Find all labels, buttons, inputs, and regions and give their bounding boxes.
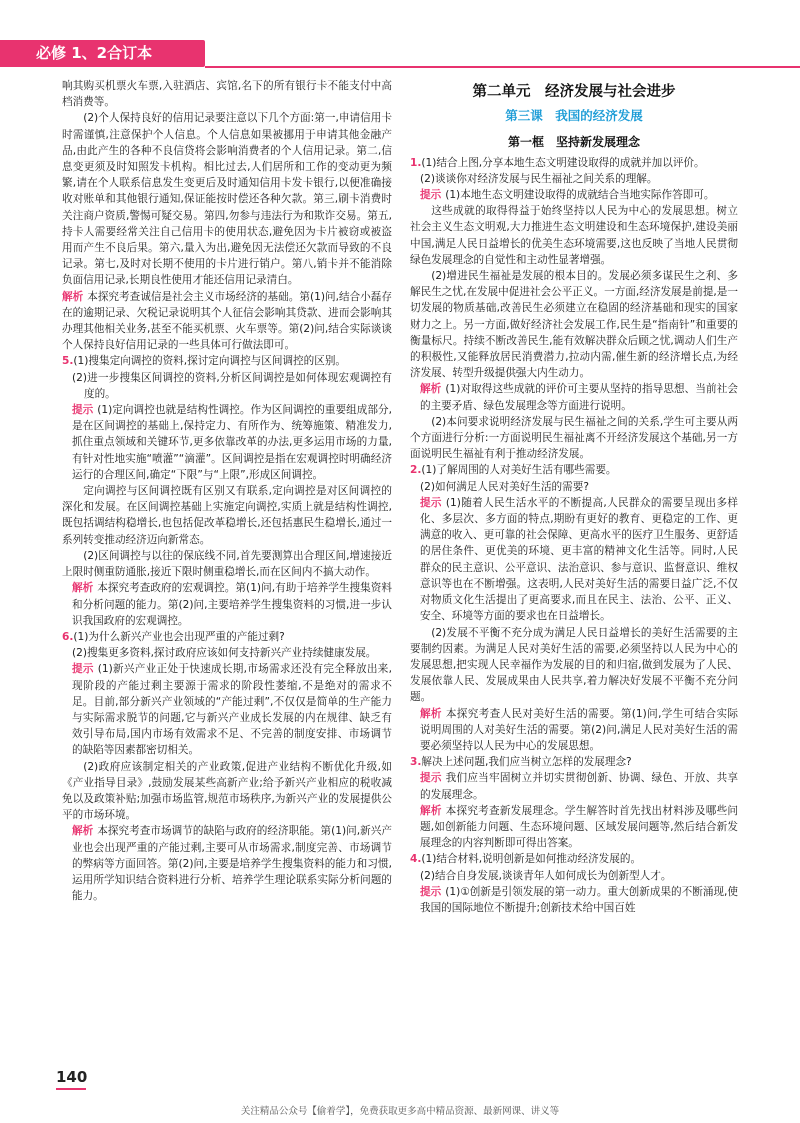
question-1-paragraph-2: 这些成就的取得得益于始终坚持以人民为中心的发展思想。树立社会主义生态文明观,大力推进生态文明建设和生态环境保护,建设美丽中国,满足人民日益增长的优美生态环境需要,这也反映了当地人民贯彻绿色发展理念的自觉性和主动性显著增强。 bbox=[410, 205, 738, 266]
question-1-analysis bbox=[410, 381, 738, 413]
tip-label: 提示 bbox=[72, 663, 94, 676]
header-tab bbox=[0, 40, 205, 67]
tip-text: (1)本地生态文明建设取得的成就结合当地实际作答即可。 bbox=[445, 189, 715, 202]
question-1-part-2: (2)谈谈你对经济发展与民生福祉之间关系的理解。 bbox=[420, 172, 658, 185]
question-1-tip bbox=[410, 187, 738, 203]
question-4-tip bbox=[410, 884, 738, 916]
unit-title: 第二单元 经济发展与社会进步 bbox=[472, 84, 676, 100]
lesson-title: 第三课 我国的经济发展 bbox=[505, 108, 643, 124]
left-analysis-1 bbox=[62, 289, 392, 354]
question-6-part-2: (2)搜集更多资料,探讨政府应该如何支持新兴产业持续健康发展。 bbox=[72, 647, 377, 660]
left-paragraph-2: (2)个人保持良好的信用记录要注意以下几个方面:第一,申请信用卡时需谨慎,注意保护个人信息。个人信息如果被挪用于申请其他金融产品,由此产生的各种不良信贷将会影响消费者的个人信用记录。第二,信息变更须及时知照发卡机构。相比过去,人们居所和工作的变动更为频繁,请在个人联系信息发生变更后及时通知信用卡发卡银行,以便准确接收对账单和其他银行通知,保证能按时偿还各种欠款。第三,刷卡消费时关注商户资质,警惕可疑交易。第四,勿参与违法行为和欺诈交易。第五,持卡人需要经常关注自己信用卡的使用状态,避免因为卡片被窃或被盗用而产生不良后果。第六,量入为出,避免因无法偿还欠款而导致的不良记录。第七,及时对长期不使用的卡片进行销户。第八,销卡并不能消除负面信用记录,长期良性使用才能还信用记录清白。 bbox=[62, 112, 392, 287]
question-5-paragraph-3: (2)区间调控与以往的保底线不同,首先要测算出合理区间,增速接近上限时侧重防通胀,接近下限时侧重稳增长,而在区间内不搞大动作。 bbox=[62, 549, 392, 579]
tip-text: (1)新兴产业正处于快速成长期,市场需求还没有完全释放出来,现阶段的产能过剩主要源于需求的阶段性萎缩,不是绝对的需求不足。目前,部分新兴产业领域的“产能过剩”,不仅仅是简单的生产能力与实际需求脱节的问题,它与新兴产业成长发展的内在规律、缺乏有效引导布局,国内市场有效需求不足、不完善的制度安排、市场调节的缺陷等因素都密切相关。 bbox=[72, 663, 392, 757]
analysis-text: 本探究考查政府的宏观调控。第(1)问,有助于培养学生搜集资料和分析问题的能力。第(2)问,主要培养学生搜集资料的习惯,进一步认识我国政府的宏观调控。 bbox=[72, 582, 393, 627]
question-text: (1)结合上图,分享本地生态文明建设取得的成就并加以评价。 bbox=[421, 156, 705, 169]
analysis-label: 解析 bbox=[72, 825, 94, 838]
analysis-label: 解析 bbox=[72, 582, 94, 595]
question-number: 4. bbox=[410, 853, 422, 866]
question-2-analysis bbox=[410, 706, 738, 755]
question-5-analysis bbox=[62, 580, 392, 629]
question-text: 解决上述问题,我们应当树立怎样的发展理念? bbox=[421, 756, 632, 769]
right-column bbox=[410, 78, 738, 916]
analysis-label: 解析 bbox=[420, 804, 442, 817]
analysis-label: 解析 bbox=[62, 290, 84, 303]
question-5-paragraph-2: 定向调控与区间调控既有区别又有联系,定向调控是对区间调控的深化和发展。在区间调控基础上实施定向调控,实质上就是结构性调控,既包括调结构稳增长,也包括促改革稳增长,还包括惠民生稳增长,通过一系列转变推动经济迈向新常态。 bbox=[62, 485, 392, 546]
question-4-part-2: (2)结合自身发展,谈谈青年人如何成长为创新型人才。 bbox=[420, 869, 672, 882]
question-2-tip bbox=[410, 495, 738, 625]
question-6-paragraph-2: (2)政府应该制定相关的产业政策,促进产业结构不断优化升级,如《产业指导目录》,鼓励发展某些高新产业;给予新兴产业相应的税收减免以及政策补贴;加强市场监管,规范市场秩序,为新兴产业的发展提供公平的市场环境。 bbox=[62, 760, 392, 822]
question-text: (1)了解周围的人对美好生活有哪些需要。 bbox=[421, 464, 617, 477]
analysis-text: 本探究考查人民对美好生活的需要。第(1)问,学生可结合实际说明周围的人对美好生活的需要。第(2)问,满足人民对美好生活的需要必须坚持以人民为中心的发展思想。 bbox=[420, 707, 738, 752]
question-number: 2. bbox=[410, 464, 422, 477]
question-6-part-1 bbox=[62, 629, 392, 645]
tip-text: 我们应当牢固树立并切实贯彻创新、协调、绿色、开放、共享的发展理念。 bbox=[420, 772, 738, 801]
question-number: 6. bbox=[62, 630, 74, 643]
question-number: 3. bbox=[410, 756, 422, 769]
page-number: 140 bbox=[56, 1068, 88, 1086]
question-text: (1)搜集定向调控的资料,探讨定向调控与区间调控的区别。 bbox=[73, 355, 347, 368]
left-paragraph-1: 响其购买机票火车票,入驻酒店、宾馆,名下的所有银行卡不能支付中高档消费等。 bbox=[62, 80, 392, 109]
header-rule bbox=[205, 66, 800, 68]
question-3-tip bbox=[410, 770, 738, 802]
question-number: 1. bbox=[410, 156, 422, 169]
tip-label: 提示 bbox=[420, 189, 442, 202]
analysis-text: 本探究考查新发展理念。学生解答时首先找出材料涉及哪些问题,如创新能力问题、生态环境问题、区域发展问题等,然后结合新发展理念的内容判断即可得出答案。 bbox=[420, 804, 738, 850]
question-1-paragraph-4: (2)本问要求说明经济发展与民生福祉之间的关系,学生可主要从两个方面进行分析:一方面说明民生福祉离不开经济发展这个基础,另一方面说明民生福祉有利于推动经济发展。 bbox=[410, 415, 738, 461]
question-5-tip bbox=[62, 402, 392, 483]
tip-label: 提示 bbox=[420, 496, 442, 509]
left-column bbox=[62, 78, 392, 904]
tip-label: 提示 bbox=[72, 404, 94, 417]
question-text: (1)结合材料,说明创新是如何推动经济发展的。 bbox=[421, 853, 642, 866]
question-2-part-1 bbox=[410, 462, 738, 478]
tip-label: 提示 bbox=[420, 772, 442, 785]
analysis-text: 本探究考查诚信是社会主义市场经济的基础。第(1)问,结合小磊存在的逾期记录、欠税记录说明其个人征信会影响其贷款、进而会影响其办理其他相关业务,甚至不能买机票、火车票等。第(2)问,结合实际谈谈个人保持良好信用记录的一些具体可行做法即可。 bbox=[62, 290, 393, 352]
analysis-label: 解析 bbox=[420, 383, 442, 396]
question-6-analysis bbox=[62, 823, 392, 904]
question-5-part-2: (2)进一步搜集区间调控的资料,分析区间调控是如何体现宏观调控有度的。 bbox=[72, 371, 392, 400]
page-number-underline bbox=[56, 1088, 86, 1090]
question-6-tip bbox=[62, 661, 392, 758]
analysis-label: 解析 bbox=[420, 707, 442, 720]
header-title: 必修 1、2合订本 bbox=[36, 44, 153, 62]
analysis-text: (1)对取得这些成就的评价可主要从坚持的指导思想、当前社会的主要矛盾、绿色发展理念等方面进行说明。 bbox=[420, 383, 738, 412]
tip-text: (1)定向调控也就是结构性调控。作为区间调控的重要组成部分,是在区间调控的基础上,保持定力、有所作为、统筹施策、精准发力,抓住重点领域和关键环节,更多依靠改革的办法,更多运用市场的力量,有针对性地实施“喷灌”“滴灌”。区间调控是指在宏观调控时明确经济运行的合理区间,确定“下限”与“上限”,形成区间调控。 bbox=[72, 404, 393, 481]
footer-note: 关注精品公众号【偷着学】，免费获取更多高中精品资源、最新网课、讲义等 bbox=[240, 1106, 560, 1117]
question-3-part-1 bbox=[410, 754, 738, 770]
tip-text: (1)①创新是引领发展的第一动力。重大创新成果的不断涌现,使我国的国际地位不断提升;创新技术给中国百姓 bbox=[420, 885, 739, 914]
question-2-paragraph-2: (2)发展不平衡不充分成为满足人民日益增长的美好生活需要的主要制约因素。为满足人民对美好生活的需要,必须坚持以人民为中心的发展思想,把实现人民幸福作为发展的目的和归宿,做到发展为了人民、发展依靠人民、发展成果由人民共享,着力解决好发展不平衡不充分问题。 bbox=[410, 626, 738, 704]
analysis-text: 本探究考查市场调节的缺陷与政府的经济职能。第(1)问,新兴产业也会出现严重的产能过剩,主要可从市场需求,制度完善、市场调节的弊病等方面回答。第(2)问,主要是培养学生搜集资料的能力和习惯,运用所学知识结合资料进行分析、培养学生理论联系实际分析问题的能力。 bbox=[72, 825, 393, 903]
question-1-paragraph-3: (2)增进民生福祉是发展的根本目的。发展必须多谋民生之利、多解民生之忧,在发展中促进社会公平正义。一方面,经济发展是前提,是一切发展的物质基础,改善民生必须建立在稳固的经济基础和现实的国家财力之上。另一方面,做好经济社会发展工作,民生是“指南针”和重要的衡量标尺。持续不断改善民生,能有效解决群众后顾之忧,调动人们生产的积极性,又能释放居民消费潜力,拉动内需,催生新的经济增长点,为经济发展、转型升级提供强大内生动力。 bbox=[410, 270, 738, 380]
tip-label: 提示 bbox=[420, 885, 442, 898]
question-number: 5. bbox=[62, 355, 74, 368]
question-2-part-2: (2)如何满足人民对美好生活的需要? bbox=[420, 480, 589, 493]
tip-text: (1)随着人民生活水平的不断提高,人民群众的需要呈现出多样化、多层次、多方面的特点,期盼有更好的教育、更稳定的工作、更满意的收入、更可靠的社会保障、更高水平的医疗卫生服务、更舒适的居住条件、更优美的环境、更丰富的精神文化生活等。同时,人民群众的民主意识、公平意识、法治意识、参与意识、监督意识、维权意识等也在不断增强。这表明,人民对美好生活的需要日益广泛,不仅对物质文化生活提出了更高要求,而且在民主、法治、公平、正义、安全、环境等方面的要求也在日益增长。 bbox=[420, 496, 738, 623]
question-4-part-1 bbox=[410, 851, 738, 867]
question-3-analysis bbox=[410, 803, 738, 852]
question-1-part-1 bbox=[410, 155, 738, 171]
section-title: 第一框 坚持新发展理念 bbox=[507, 135, 640, 150]
question-text: (1)为什么新兴产业也会出现严重的产能过剩? bbox=[73, 630, 285, 643]
question-5-part-1 bbox=[62, 353, 392, 369]
